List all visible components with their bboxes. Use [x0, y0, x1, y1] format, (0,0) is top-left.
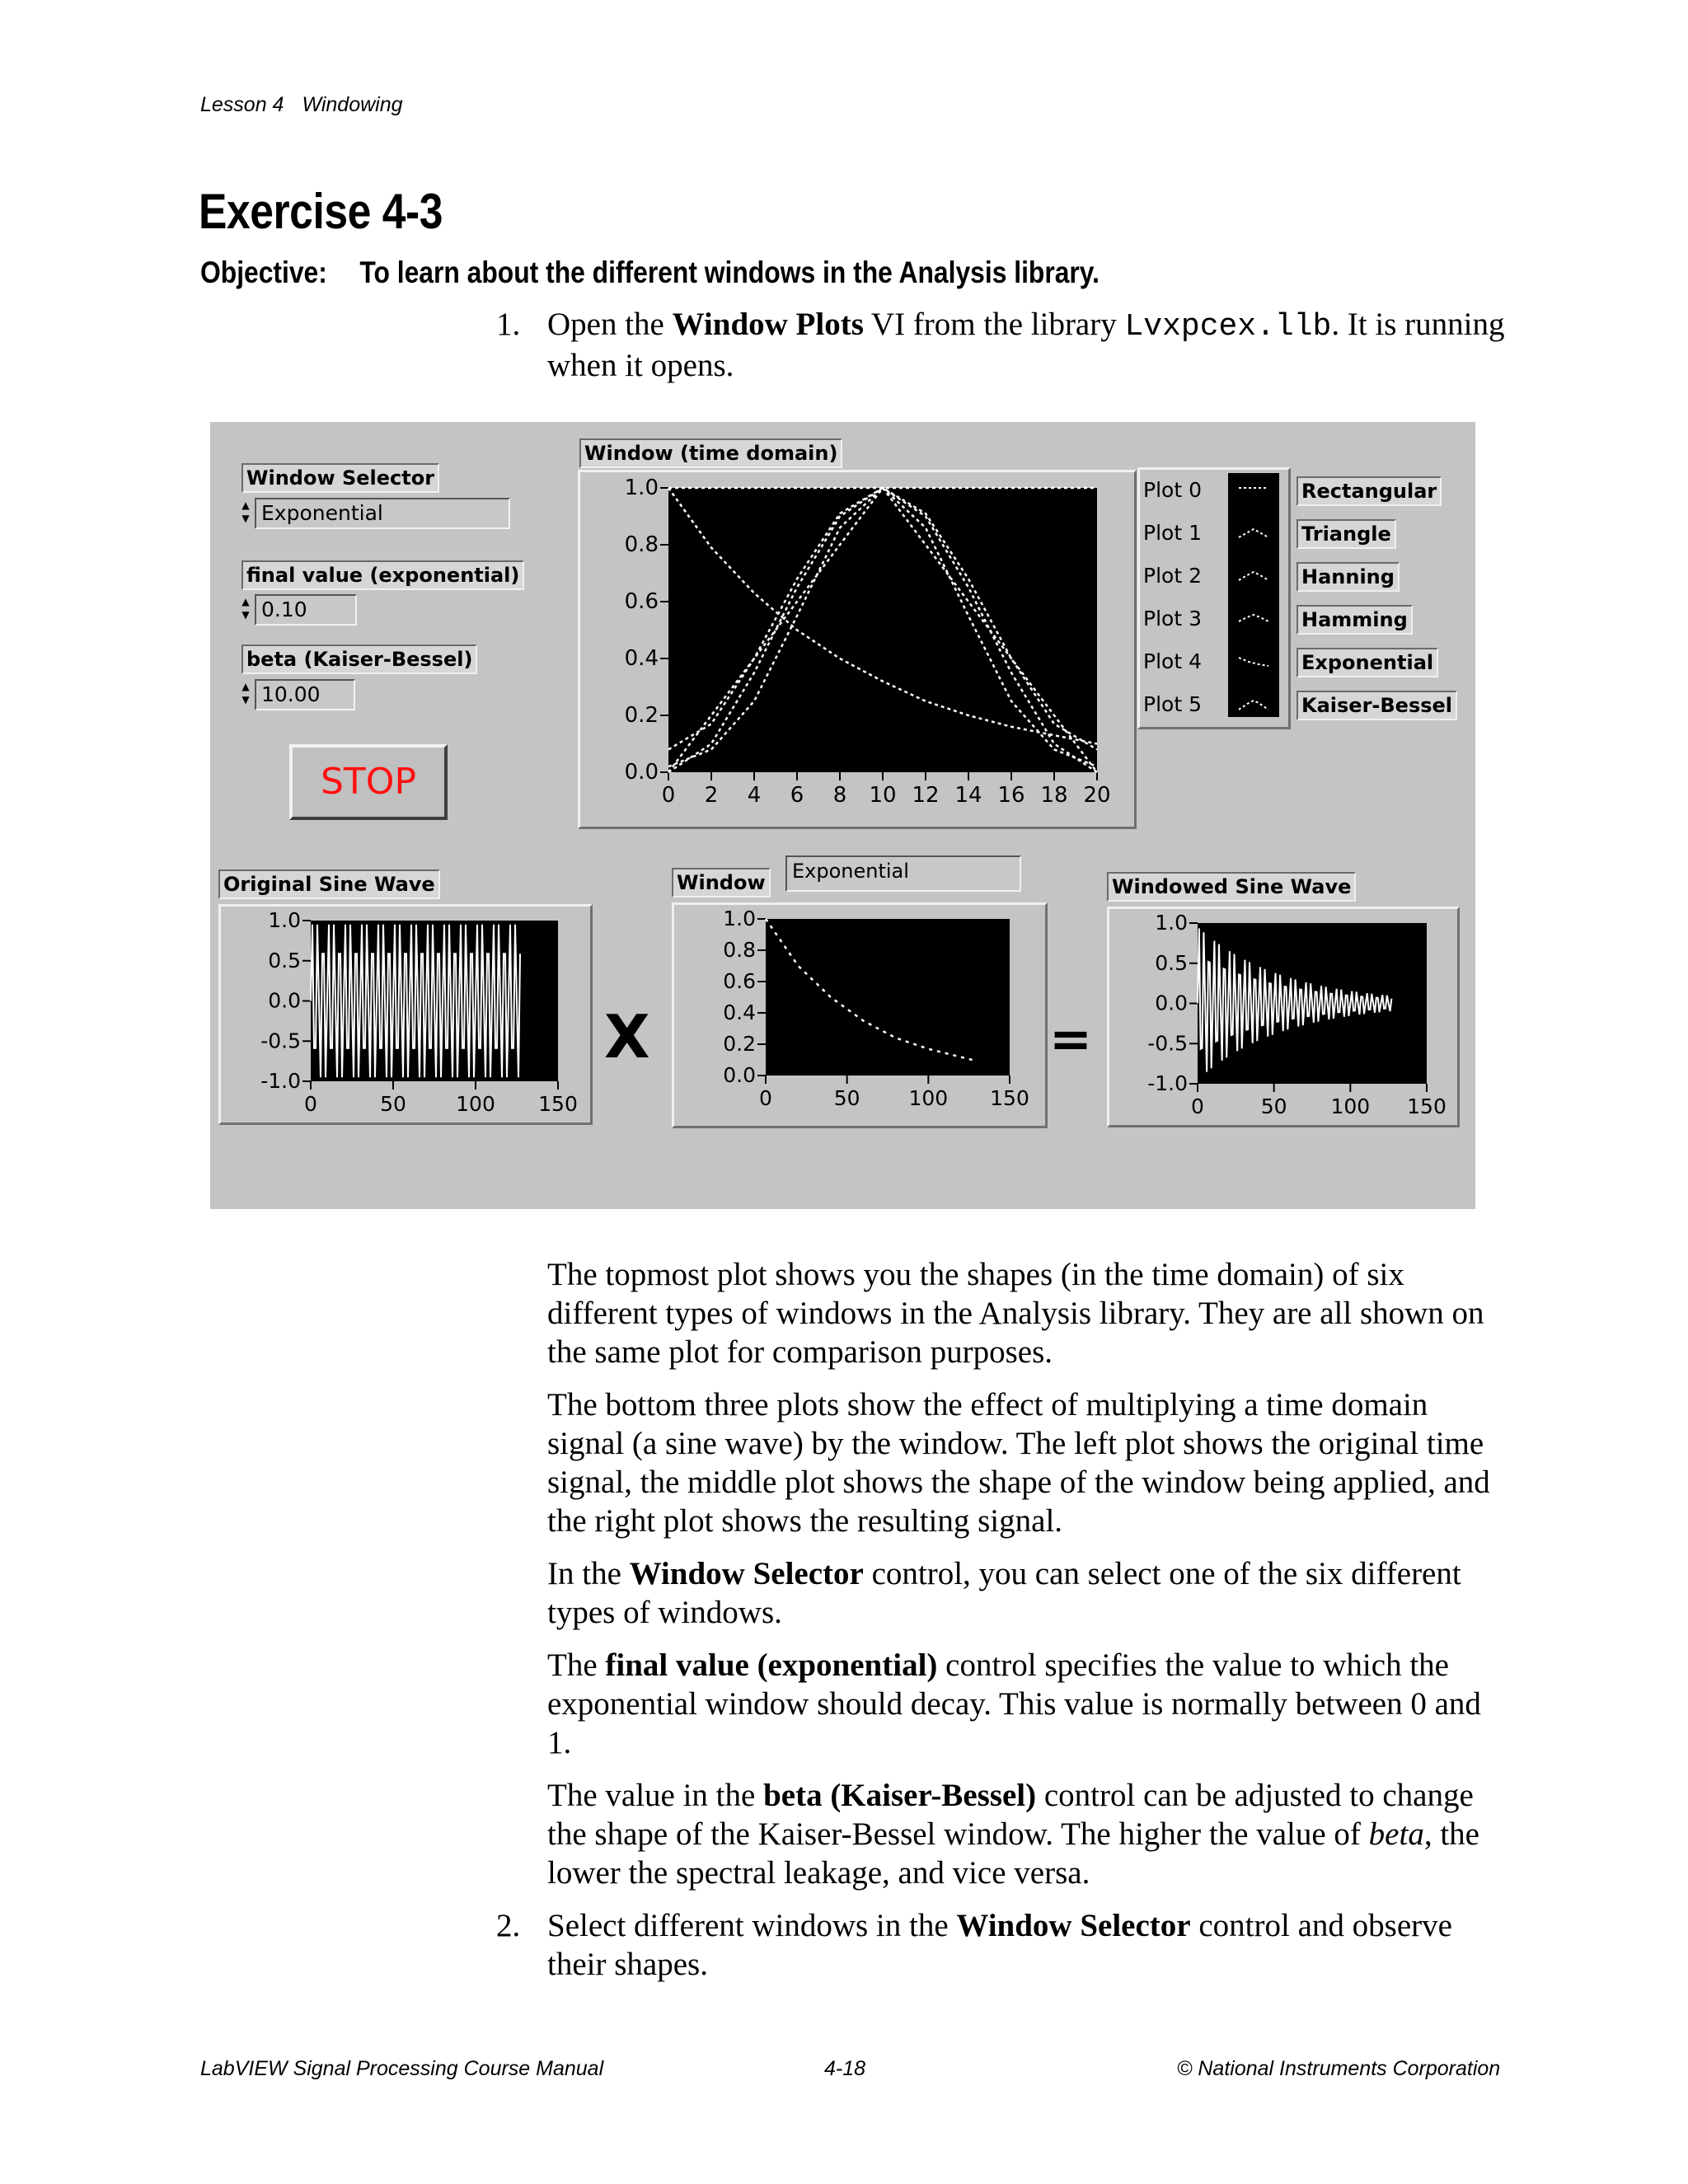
footer-left: LabVIEW Signal Processing Course Manual: [200, 2057, 604, 2080]
x-tick-label: 2: [704, 783, 719, 808]
y-tick-label: -1.0: [260, 1069, 301, 1093]
ring-increment-icon[interactable]: ▲: [241, 499, 250, 511]
y-tick-label: 0.4: [624, 646, 659, 671]
x-tick-label: 16: [997, 783, 1025, 808]
x-tick-label: 18: [1040, 783, 1068, 808]
y-tick-label: -0.5: [1147, 1031, 1188, 1056]
legend-window-name: Hanning: [1296, 562, 1400, 592]
original-sine-graph: [218, 904, 588, 1120]
final-value-input[interactable]: 0.10: [255, 594, 357, 626]
increment-icon[interactable]: ▲: [241, 596, 250, 607]
control-name: Window Selector: [956, 1908, 1191, 1943]
y-tick-label: 0.0: [268, 988, 301, 1013]
step-text: [547, 1906, 1503, 1984]
legend-swatch: [1237, 612, 1270, 628]
legend-plot-label: Plot 1: [1143, 521, 1202, 545]
y-tick-label: 0.8: [624, 532, 659, 557]
step-text: [547, 305, 1536, 385]
legend-window-name: Kaiser-Bessel: [1296, 691, 1457, 720]
header-topic: Windowing: [302, 93, 403, 116]
running-header: [200, 93, 403, 117]
legend-plot-label: Plot 4: [1143, 649, 1202, 673]
text-part: control and observe their shapes.: [547, 1908, 1452, 1982]
x-tick-label: 8: [832, 783, 847, 808]
step-text-part: . It is running when it opens.: [547, 307, 1505, 383]
final-value-label: final value (exponential): [241, 560, 524, 590]
legend-window-name: Rectangular: [1296, 476, 1442, 506]
legend-swatch: [1237, 526, 1270, 542]
legend-swatch: [1237, 569, 1270, 585]
step-text-part: VI from the library: [863, 307, 1125, 342]
beta-term: beta: [1368, 1816, 1424, 1852]
legend-plot-label: Plot 3: [1143, 607, 1202, 630]
objective-label: Objective:: [200, 255, 327, 289]
control-name: final value (exponential): [605, 1647, 938, 1683]
exercise-title: Exercise 4-3: [199, 184, 443, 239]
legend-plot-label: Plot 2: [1143, 564, 1202, 588]
equals-symbol: =: [1049, 1009, 1092, 1069]
x-tick-label: 100: [1330, 1094, 1371, 1118]
paragraph-2: The bottom three plots show the effect of multiplying a time domain signal (a sine wave) by the window. The left plot shows the original time signal, the middle plot shows the shape of the window being applied, and the right plot shows the resulting signal.: [547, 1387, 1490, 1539]
stop-button[interactable]: STOP: [289, 744, 448, 820]
objective: [200, 255, 1100, 290]
header-lesson: Lesson 4: [200, 93, 284, 116]
y-tick-label: 0.0: [1155, 991, 1188, 1015]
legend-swatch: [1237, 483, 1270, 499]
x-tick-label: 6: [790, 783, 804, 808]
library-name: Lvxpcex.llb: [1124, 309, 1332, 344]
y-tick-label: 0.5: [268, 948, 301, 972]
legend-window-name: Triangle: [1296, 519, 1396, 549]
beta-label: beta (Kaiser-Bessel): [241, 644, 477, 674]
y-tick-label: 0.5: [1155, 950, 1188, 975]
x-tick-label: 20: [1083, 783, 1111, 808]
text-part: control specifies the value to which the exponential window should decay. This value is normally between 0 and 1.: [547, 1647, 1481, 1760]
text-part: control, you can select one of the six different types of windows.: [547, 1556, 1461, 1630]
original-sine-label: Original Sine Wave: [218, 869, 440, 899]
y-tick-label: 1.0: [1155, 911, 1188, 935]
footer-page-number: 4-18: [824, 2057, 866, 2080]
beta-input[interactable]: 10.00: [255, 679, 355, 710]
window-selector-ring[interactable]: Exponential: [255, 498, 510, 529]
legend-plot-label: Plot 5: [1143, 692, 1202, 716]
vi-name: Window Plots: [672, 307, 864, 342]
y-tick-label: 0.0: [624, 760, 659, 785]
front-panel: [210, 422, 1475, 1209]
window-graph: [578, 470, 1132, 824]
legend-swatch: [1237, 697, 1270, 714]
window-indicator: Exponential: [785, 855, 1021, 892]
window-selector-label: Window Selector: [241, 463, 439, 493]
x-tick-label: 12: [912, 783, 940, 808]
windowed-sine-label: Windowed Sine Wave: [1107, 872, 1356, 902]
x-tick-label: 100: [908, 1086, 949, 1110]
increment-icon[interactable]: ▲: [241, 681, 250, 692]
paragraph-1: The topmost plot shows you the shapes (in the time domain) of six different types of windows in the Analysis library. They are all shown on the same plot for comparison purposes.: [547, 1257, 1484, 1370]
x-tick-label: 0: [759, 1086, 772, 1110]
text-part: The: [547, 1647, 606, 1683]
decrement-icon[interactable]: ▼: [241, 609, 250, 621]
paragraph-4: [547, 1646, 1503, 1762]
window-label: Window: [672, 868, 771, 898]
x-tick-label: 150: [538, 1092, 578, 1116]
decrement-icon[interactable]: ▼: [241, 694, 250, 705]
x-tick-label: 150: [990, 1086, 1029, 1110]
y-tick-label: -1.0: [1147, 1071, 1188, 1095]
ring-decrement-icon[interactable]: ▼: [241, 513, 250, 524]
x-tick-label: 150: [1407, 1094, 1447, 1118]
text-part: Select different windows in the: [547, 1908, 957, 1943]
x-tick-label: 14: [954, 783, 982, 808]
plot-area: [766, 919, 1010, 1076]
legend-swatch-column: [1228, 473, 1279, 717]
step-number: 1.: [496, 307, 521, 342]
text-part: In the: [547, 1556, 630, 1591]
control-name: beta (Kaiser-Bessel): [763, 1778, 1037, 1813]
x-tick-label: 10: [869, 783, 897, 808]
x-tick-label: 0: [304, 1092, 317, 1116]
legend-window-name: Hamming: [1296, 605, 1413, 635]
y-tick-label: 0.8: [723, 938, 756, 962]
y-tick-label: 0.2: [723, 1032, 756, 1056]
step-text-part: Open the: [547, 307, 673, 342]
objective-text: To learn about the different windows in the Analysis library.: [359, 255, 1100, 289]
windowed-sine-graph: [1107, 907, 1455, 1122]
window-graph-label: Window (time domain): [579, 438, 842, 468]
y-tick-label: 1.0: [624, 476, 659, 500]
x-tick-label: 100: [456, 1092, 495, 1116]
text-part: The value in the: [547, 1778, 764, 1813]
y-tick-label: 1.0: [268, 908, 301, 932]
window-plot: [672, 902, 1043, 1123]
legend-window-name: Exponential: [1296, 648, 1438, 677]
y-tick-label: 0.2: [624, 703, 659, 728]
y-tick-label: -0.5: [260, 1029, 301, 1053]
y-tick-label: 0.0: [723, 1063, 756, 1087]
paragraph-3: [547, 1554, 1503, 1632]
paragraph-5: [547, 1776, 1503, 1892]
plot-area: [668, 488, 1097, 772]
y-tick-label: 0.4: [723, 1001, 756, 1024]
y-tick-label: 1.0: [723, 907, 756, 930]
x-tick-label: 4: [747, 783, 762, 808]
legend-swatch: [1237, 654, 1270, 671]
x-tick-label: 0: [661, 783, 676, 808]
y-tick-label: 0.6: [624, 589, 659, 614]
text-part: , the lower the spectral leakage, and vice versa.: [547, 1816, 1479, 1891]
control-name: Window Selector: [629, 1556, 864, 1591]
x-tick-label: 50: [833, 1086, 860, 1110]
footer-right: © National Instruments Corporation: [1177, 2057, 1501, 2080]
step-number: 2.: [496, 1908, 521, 1943]
multiply-symbol: X: [604, 1002, 650, 1071]
x-tick-label: 0: [1191, 1094, 1204, 1118]
x-tick-label: 50: [1260, 1094, 1287, 1118]
x-tick-label: 50: [380, 1092, 406, 1116]
legend-plot-label: Plot 0: [1143, 478, 1202, 502]
text-part: control can be adjusted to change the shape of the Kaiser-Bessel window. The higher the value of: [547, 1778, 1474, 1852]
y-tick-label: 0.6: [723, 969, 756, 993]
